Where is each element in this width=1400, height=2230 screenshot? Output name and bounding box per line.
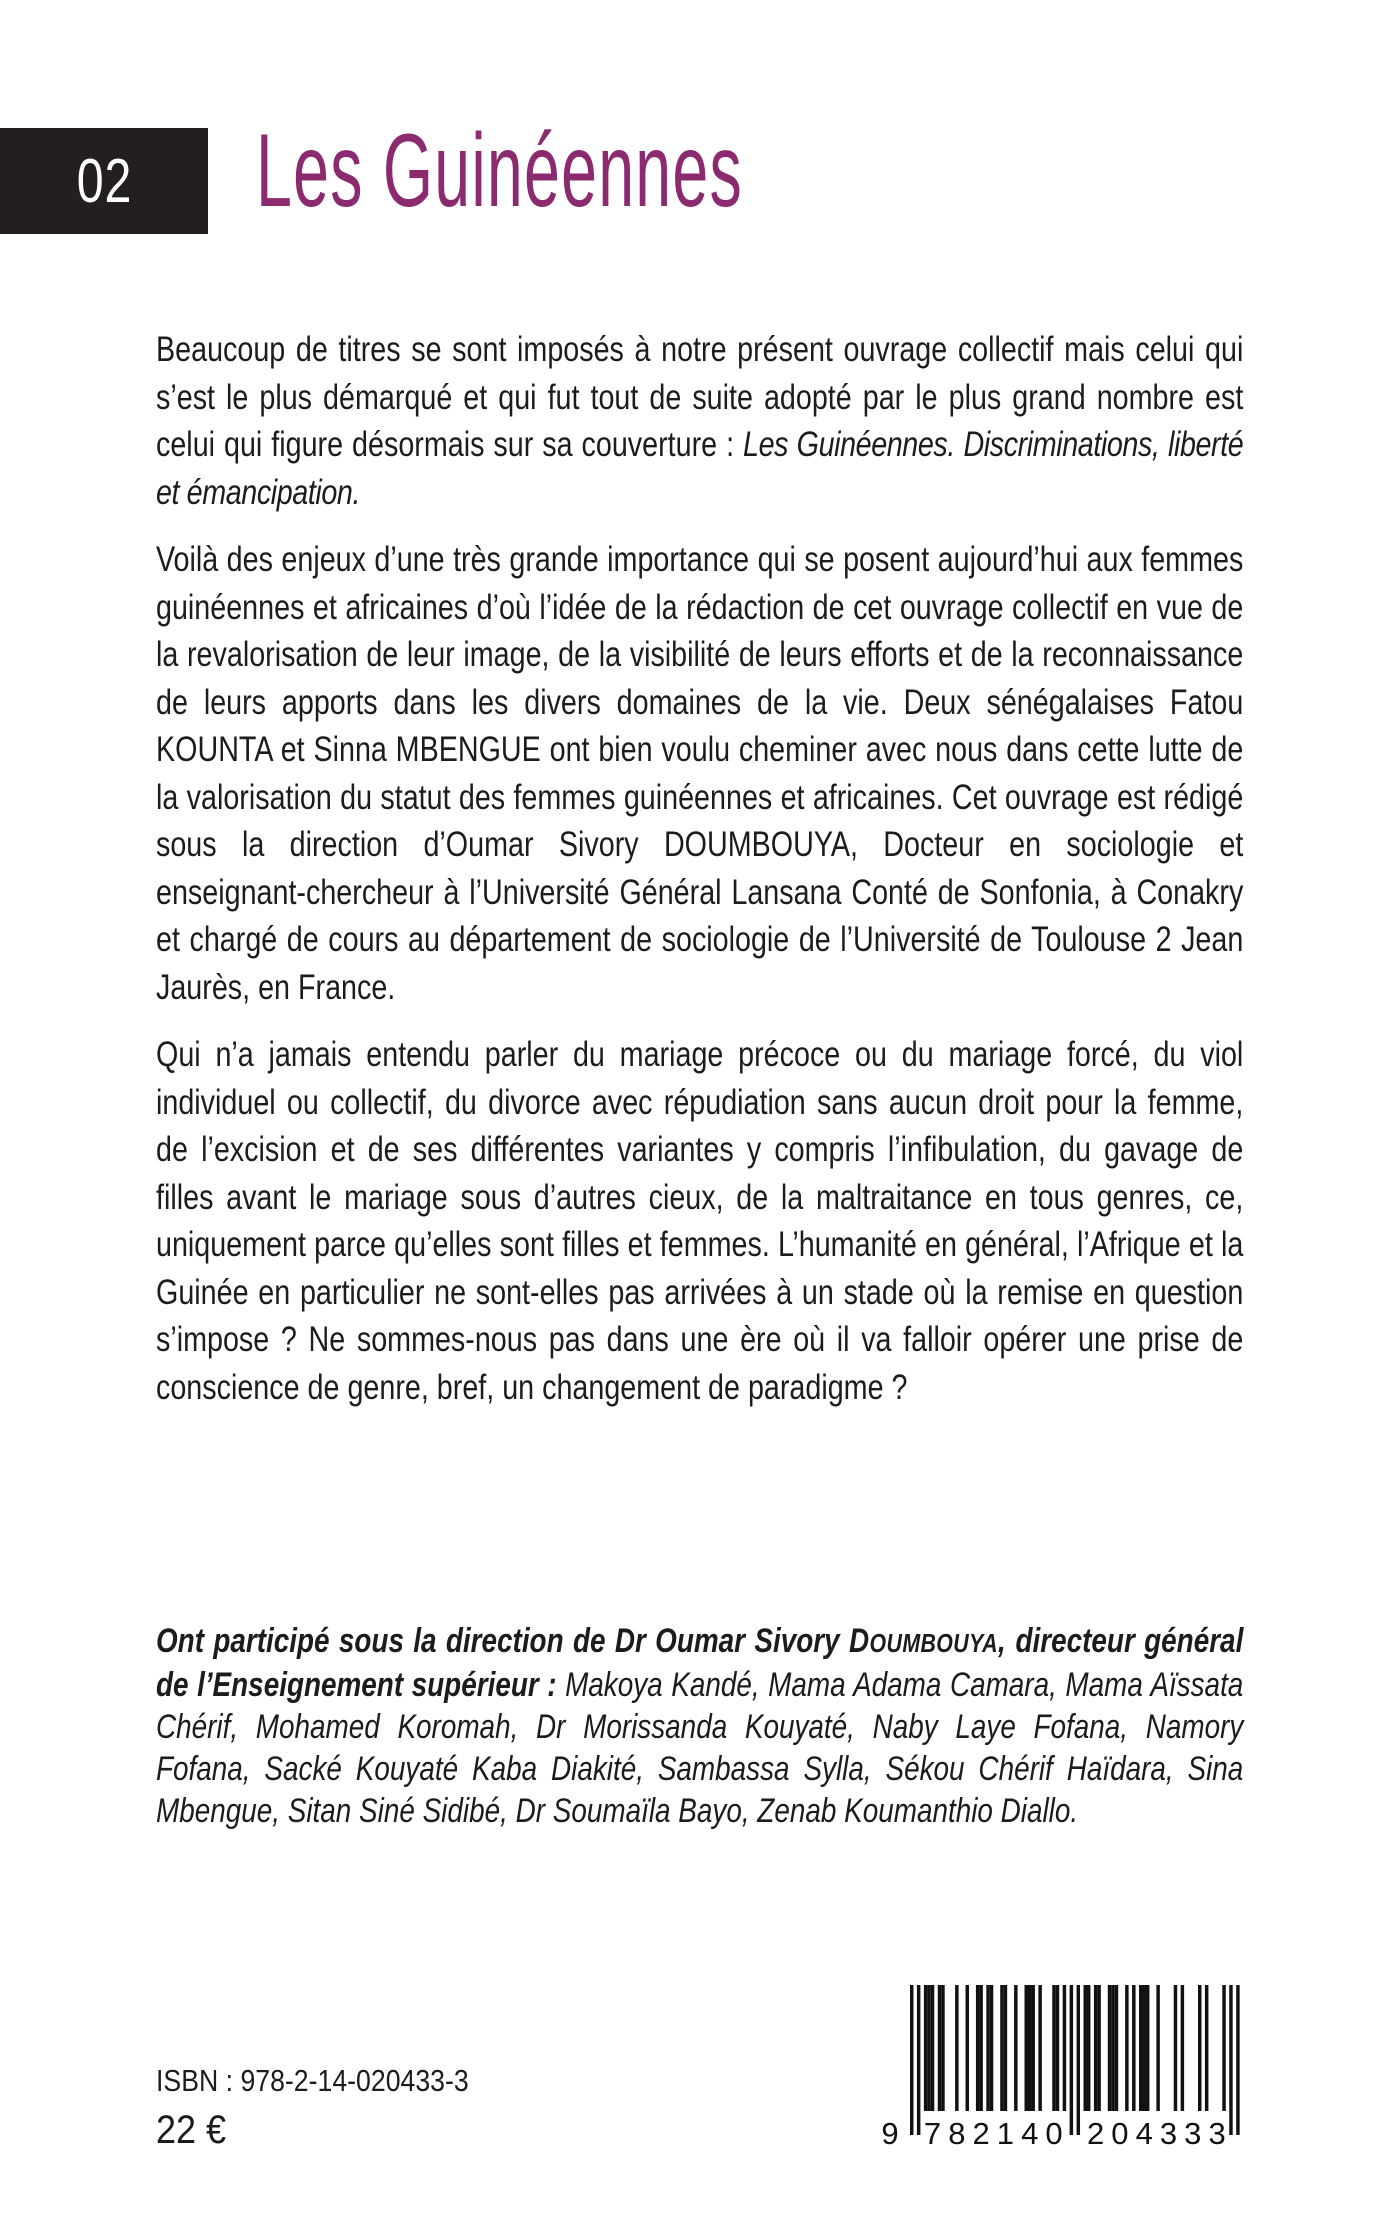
full-title-italic: Les Guinéennes. Discriminations, liberté et émancipation. [156, 425, 1244, 512]
svg-text:4: 4 [1021, 2116, 1039, 2151]
blurb-paragraph-2: Voilà des enjeux d’une très grande importance qui se posent aujourd’hui aux femmes guinéennes et africaines d’où l’idée de la rédaction de cet ouvrage collectif en vue de la revalorisation de leur image, de la visibilité de leurs efforts et de la reconnaissance de leurs apports dans les divers domaines de la vie. Deux sénégalaises Fatou KOUNTA et Sinna MBENGUE ont bien voulu cheminer avec nous dans cette lutte de la valorisation du statut des femmes guinéennes et africaines. Cet ouvrage est rédigé sous la direction d’Oumar Sivory DOUMBOUYA, Docteur en sociologie et enseignant-chercheur à l’Université Général Lansana Conté de Sonfonia, à Conakry et chargé de cours au département de sociologie de l’Université de Toulouse 2 Jean Jaurès, en France. [156, 540, 1244, 1007]
svg-text:0: 0 [1045, 2116, 1063, 2151]
director-name-smallcaps: DOUMBOUYA, [848, 1622, 1007, 1660]
isbn-label: ISBN : 978-2-14-020433-3 [156, 2063, 469, 2098]
contributors-paragraph [156, 1620, 1243, 1832]
blurb-body [156, 326, 1243, 1431]
price-label: 22 € [156, 2108, 227, 2152]
blurb-paragraph-3: Qui n’a jamais entendu parler du mariage précoce ou du mariage forcé, du viol individuel ou collectif, du divorce avec répudiation sans aucun droit pour la femme, de l’excision et de ses différentes variantes y compris l’infibulation, du gavage de filles avant le mariage sous d’autres cieux, de la maltraitance en tous genres, ce, uniquement parce qu’elles sont filles et femmes. L’humanité en général, l’Afrique et la Guinée en particulier ne sont-elles pas arrivées à un stade où la remise en question s’impose ? Ne sommes-nous pas dans une ère où il va falloir opérer une prise de conscience de genre, bref, un changement de paradigme ? [156, 1035, 1244, 1407]
contributor-names: Makoya Kandé, Mama Adama Camara, Mama Aïssata Chérif, Mohamed Koromah, Dr Morissanda Kouyaté, Naby Laye Fofana, Namory Fofana, Sacké Kouyaté Kaba Diakité, Sambassa Sylla, Sékou Chérif Haïdara, Sina Mbengue, Sitan Siné Sidibé, Dr Soumaïla Bayo, Zenab Koumanthio Diallo. [156, 1666, 1244, 1830]
svg-text:3: 3 [1159, 2116, 1178, 2151]
svg-text:1: 1 [996, 2116, 1015, 2151]
book-title: Les Guinéennes [256, 113, 743, 229]
svg-text:9: 9 [881, 2116, 899, 2151]
svg-text:4: 4 [1135, 2116, 1153, 2151]
chapter-number: 02 [76, 147, 132, 216]
contributors-lead: Ont participé sous la direction de Dr Oumar Sivory DOUMBOUYA, directeur général de l’Enseignement supérieur : [156, 1622, 1244, 1704]
svg-text:3: 3 [1208, 2116, 1226, 2151]
svg-text:3: 3 [1184, 2116, 1202, 2151]
svg-text:8: 8 [948, 2116, 966, 2151]
svg-text:2: 2 [972, 2116, 990, 2151]
svg-text:7: 7 [923, 2116, 942, 2151]
chapter-number-box [0, 128, 208, 234]
isbn-barcode [870, 1980, 1250, 2155]
svg-text:0: 0 [1111, 2116, 1129, 2151]
svg-text:2: 2 [1087, 2116, 1105, 2151]
barcode-icon [870, 1980, 1250, 2155]
blurb-paragraph-1: Beaucoup de titres se sont imposés à notre présent ouvrage collectif mais celui qui s’est le plus démarqué et qui fut tout de suite adopté par le plus grand nombre est celui qui figure désormais sur sa couverture : Les Guinéennes. Discriminations, liberté et émancipation. [156, 330, 1244, 512]
